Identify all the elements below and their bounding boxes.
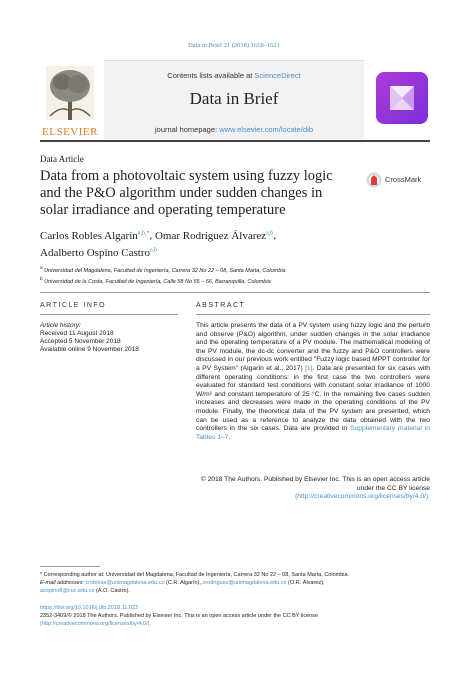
article-type: Data Article — [40, 154, 84, 164]
supplementary-link[interactable]: Supplementary material in Tables 1–7 — [196, 425, 430, 441]
elsevier-logo — [40, 62, 100, 140]
homepage-link[interactable]: www.elsevier.com/locate/dib — [219, 125, 313, 134]
article-title: Data from a photovoltaic system using fuzzy logic and the P&O algorithm under sudden changes in solar irradiance and operating temperature — [40, 168, 333, 218]
author-list: Carlos Robles Algarín$^{a,b,*}$, Omar Rodríguez Álvarez$^{a,b}$, Adalberto Ospino Castro$^{a,b}$ — [40, 229, 277, 260]
data-in-brief-cover-icon — [376, 72, 428, 124]
section-rule — [40, 292, 430, 293]
journal-reference[interactable]: Data in Brief 21 (2018) 1618–1621 — [188, 42, 280, 49]
crossmark-icon — [366, 172, 382, 188]
reference-link[interactable]: [1] — [305, 364, 313, 372]
affiliation: $^a$ Universidad del Magdalena, Facultad de Ingeniería, Carrera 32 No 22 – 08, Santa Marta, Colombia — [40, 265, 286, 274]
license-link[interactable]: (http://creativecommons.org/licenses/by/4.0/). — [295, 493, 430, 501]
email-link[interactable]: aospino8@cuc.edu.co — [40, 588, 95, 594]
accepted-date: Accepted 5 November 2018 — [40, 338, 121, 345]
doi-link[interactable]: https://doi.org/10.1016/j.dib.2018.11.023 — [40, 605, 139, 611]
email-link[interactable]: croblesa@unimagdalena.edu.co — [85, 580, 165, 586]
abstract-body: This article presents the data of a PV system using fuzzy logic and the perturb and observe (P&O) algorithm, under sudden changes in the solar irradiance and the operating temperature of a PV module. The mathematical modeling of the PV module, the dc-dc converter and the fuzzy and P&O controllers were discussed in our previous work entitled "Fuzzy logic based MPPT controller for a PV System" (Algarín et al., 2017) [1]. Data are presented for six cases with different operating conditions: in the first case the two controllers were evaluated for standard test conditions with constant solar irradiance of 1000 W/m² and constant temperature of 25 °C. In the remaining five cases sudden increases and decreases were made in the operating conditions of the PV module. Finally, the theoretical data of the PV system are presented, which can be used as a reference to analyze the data obtained with the two controllers in the six cases. Data are provided in Supplementary material in Tables 1–7. — [196, 322, 430, 441]
article-info-rule — [40, 314, 178, 315]
crossmark-button[interactable] — [366, 172, 430, 188]
header-rule — [40, 140, 430, 142]
affiliations — [40, 264, 380, 286]
abstract-copyright: © 2018 The Authors. Published by Elsevier Inc. This is an open access article under the CC BY license (http://creativecommons.org/licenses/by/4.0/). — [200, 476, 430, 501]
issn-line: 2352-3409/© 2018 The Authors. Published by Elsevier Inc. This is an open access article under the CC BY license — [40, 613, 318, 619]
sciencedirect-link[interactable]: ScienceDirect — [254, 71, 301, 80]
received-date: Received 11 August 2018 — [40, 330, 114, 337]
affiliation: $^b$ Universidad de la Costa, Facultad de Ingeniería, Calle 58 No 55 – 66, Barranquilla, Colombia — [40, 275, 271, 285]
author[interactable]: Carlos Robles Algarín$^{a,b,*}$ — [40, 229, 150, 242]
article-footer — [40, 604, 430, 628]
article-history — [40, 322, 180, 354]
journal-cover[interactable] — [376, 72, 428, 124]
corresponding-footnote — [40, 571, 430, 595]
online-date: Available online 9 November 2018 — [40, 346, 139, 353]
contents-line: Contents lists available at ScienceDirect — [167, 71, 301, 80]
journal-homepage: journal homepage: www.elsevier.com/locate/dib — [154, 125, 313, 134]
journal-title: Data in Brief — [189, 89, 279, 108]
history-label: Article history: — [40, 322, 81, 329]
crossmark-label: CrossMark — [385, 175, 422, 184]
abstract-heading: ABSTRACT — [196, 302, 246, 309]
article-info-heading: ARTICLE INFO — [40, 302, 107, 309]
email-link[interactable]: orodriguez@unimagdalena.edu.co — [202, 580, 287, 586]
author[interactable]: Omar Rodríguez Álvarez$^{a,b}$ — [154, 229, 274, 242]
footnote-rule — [40, 566, 100, 567]
elsevier-tree-icon — [46, 66, 94, 120]
footer-license-link[interactable]: (http://creativecommons.org/licenses/by/4.0/). — [40, 621, 151, 627]
publisher-name: ELSEVIER — [42, 126, 98, 138]
abstract-rule — [196, 314, 430, 315]
email-addresses: E-mail addresses: croblesa@unimagdalena.edu.co (C.R. Algarín), orodriguez@unimagdalena.edu.co (O.R. Álvarez), aospino8@cuc.edu.co (A.O. Castro). — [40, 580, 325, 594]
corresponding-author: * Corresponding author at: Universidad del Magdalena, Facultad de Ingeniería, Carrera 32 No 22 – 08, Santa Marta, Colombia. — [40, 572, 350, 578]
journal-header — [104, 60, 364, 139]
author[interactable]: Adalberto Ospino Castro$^{a,b}$ — [40, 247, 158, 260]
